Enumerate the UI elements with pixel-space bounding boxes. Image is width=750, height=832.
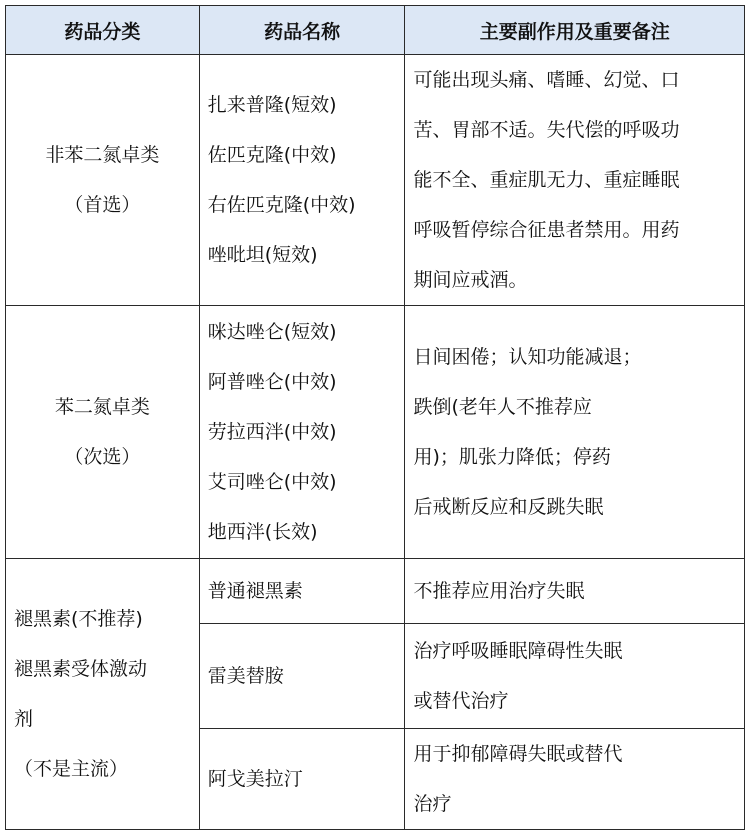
category-cell: [6, 559, 200, 830]
drug-name: 唑吡坦(短效): [207, 244, 318, 266]
category-line: （次选）: [64, 446, 141, 468]
note-line: 治疗: [413, 793, 452, 815]
drug-names-cell: [199, 55, 405, 306]
category-line: （首选）: [64, 194, 141, 216]
notes-cell: [405, 306, 745, 559]
drug-name: 阿戈美拉汀: [207, 768, 303, 790]
drug-names-cell: [199, 729, 405, 830]
drug-names-cell: [199, 306, 405, 559]
note-line: 用)；肌张力降低；停药: [413, 446, 611, 468]
note-line: 用于抑郁障碍失眠或替代: [413, 743, 623, 765]
table-row-non-benzodiazepine: [6, 55, 745, 306]
category-cell: [6, 55, 200, 306]
drug-name: 咪达唑仑(短效): [207, 321, 337, 343]
note-line: 期间应戒酒。: [413, 269, 528, 291]
category-line: 剂: [14, 708, 34, 730]
header-side-effects: 主要副作用及重要备注: [405, 6, 745, 55]
category-line: 苯二氮卓类: [54, 396, 150, 418]
category-cell: [6, 306, 200, 559]
notes-cell: [405, 729, 745, 830]
table-row-benzodiazepine: [6, 306, 745, 559]
drug-name: 普通褪黑素: [207, 580, 303, 602]
note-line: 可能出现头痛、嗜睡、幻觉、口: [413, 69, 680, 91]
drug-name: 劳拉西泮(中效): [207, 421, 337, 443]
notes-cell: [405, 55, 745, 306]
drug-table: [5, 5, 745, 830]
category-line: 褪黑素(不推荐): [14, 608, 143, 630]
header-category: 药品分类: [6, 6, 200, 55]
drug-name: 雷美替胺: [207, 665, 284, 687]
drug-names-cell: [199, 559, 405, 624]
note-line: 能不全、重症肌无力、重症睡眠: [413, 169, 680, 191]
note-line: 或替代治疗: [413, 690, 509, 712]
note-line: 治疗呼吸睡眠障碍性失眠: [413, 640, 623, 662]
notes-cell: [405, 559, 745, 624]
drug-name: 艾司唑仑(中效): [207, 471, 337, 493]
drug-name: 佐匹克隆(中效): [207, 144, 337, 166]
note-line: 日间困倦；认知功能减退；: [413, 346, 642, 368]
category-line: 非苯二氮卓类: [45, 144, 160, 166]
category-line: （不是主流）: [14, 758, 129, 780]
category-line: 褪黑素受体激动: [14, 658, 148, 680]
note-line: 后戒断反应和反跳失眠: [413, 496, 604, 518]
drug-name: 地西泮(长效): [207, 521, 318, 543]
header-row: [6, 6, 745, 55]
note-line: 呼吸暂停综合征患者禁用。用药: [413, 219, 680, 241]
note-line: 不推荐应用治疗失眠: [413, 580, 585, 602]
header-drug-name: 药品名称: [199, 6, 405, 55]
drug-name: 扎来普隆(短效): [207, 94, 337, 116]
note-line: 苦、胃部不适。失代偿的呼吸功: [413, 119, 680, 141]
table-row-melatonin: [6, 559, 745, 624]
drug-names-cell: [199, 624, 405, 729]
note-line: 跌倒(老年人不推荐应: [413, 396, 592, 418]
notes-cell: [405, 624, 745, 729]
drug-name: 阿普唑仑(中效): [207, 371, 337, 393]
drug-name: 右佐匹克隆(中效): [207, 194, 356, 216]
